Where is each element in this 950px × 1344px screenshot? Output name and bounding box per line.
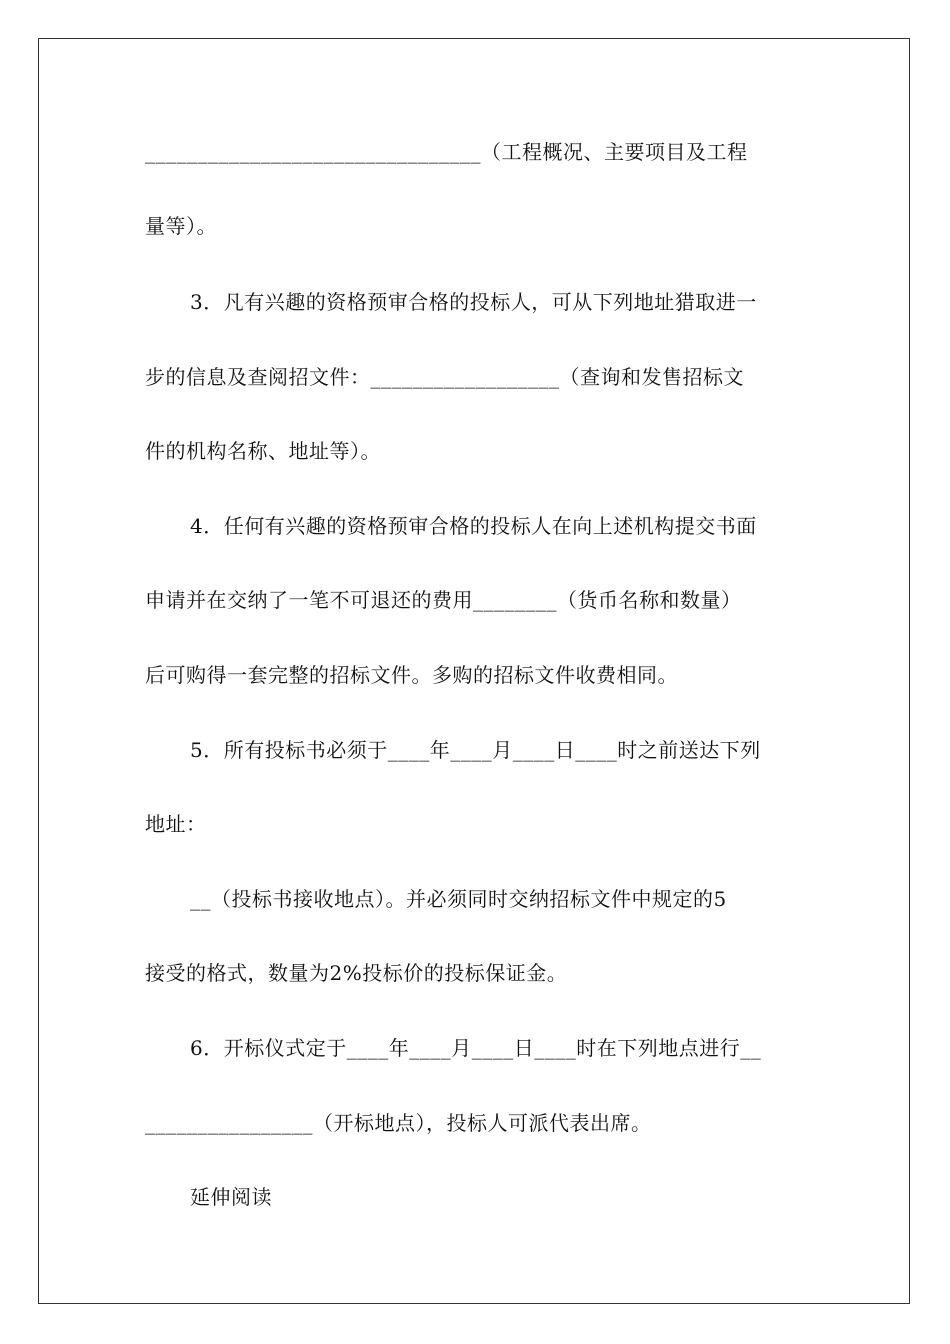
paragraph-line: 申请并在交纳了一笔不可退还的费用________（货币名称和数量） bbox=[145, 588, 742, 612]
paragraph-line: ________________________________（工程概况、主要项目及工程 bbox=[145, 140, 748, 164]
paragraph-line: 5．所有投标书必须于____年____月____日____时之前送达下列 bbox=[190, 738, 761, 762]
paragraph-line: __（投标书接收地点）。并必须同时交纳招标文件中规定的5 bbox=[190, 887, 727, 911]
paragraph-line: 地址： bbox=[145, 812, 207, 836]
further-reading-heading: 延伸阅读 bbox=[190, 1185, 272, 1209]
paragraph-line: 6．开标仪式定于____年____月____日____时在下列地点进行__ bbox=[190, 1036, 762, 1060]
paragraph-line: 后可购得一套完整的招标文件。多购的招标文件收费相同。 bbox=[145, 663, 678, 687]
paragraph-line: 接受的格式，数量为2%投标价的投标保证金。 bbox=[145, 961, 568, 985]
paragraph-line: 步的信息及查阅招文件：__________________（查询和发售招标文 bbox=[145, 365, 744, 389]
paragraph-line: 件的机构名称、地址等）。 bbox=[145, 439, 381, 463]
paragraph-line: 4．任何有兴趣的资格预审合格的投标人在向上述机构提交书面 bbox=[190, 514, 757, 538]
paragraph-line: ________________（开标地点），投标人可派代表出席。 bbox=[145, 1111, 652, 1135]
paragraph-line: 3．凡有兴趣的资格预审合格的投标人，可从下列地址猎取进一 bbox=[190, 290, 757, 314]
paragraph-line: 量等）。 bbox=[145, 214, 217, 238]
